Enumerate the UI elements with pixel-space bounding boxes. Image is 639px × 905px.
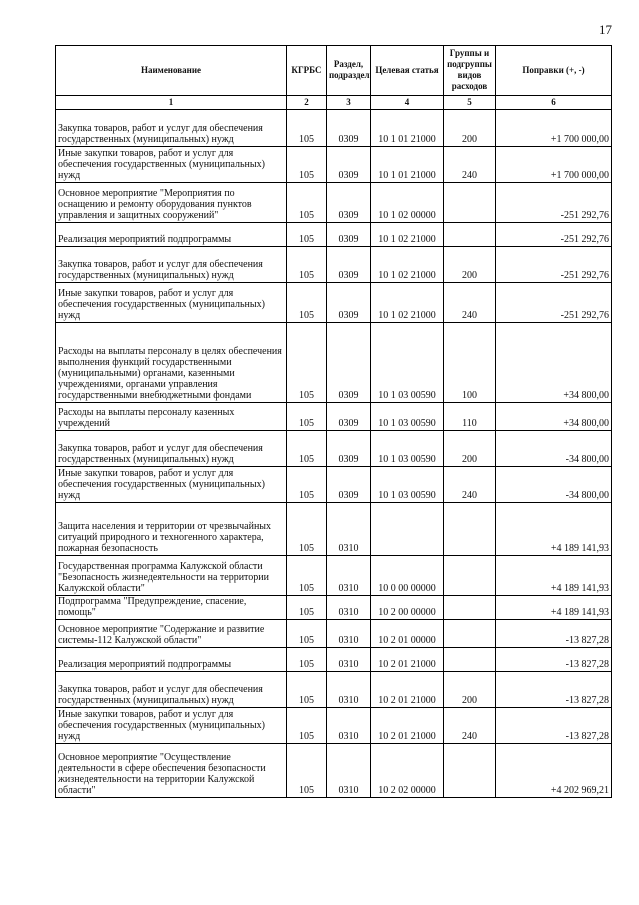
column-number: 1 — [56, 96, 287, 110]
row-section: 0310 — [327, 556, 371, 596]
table-row — [56, 247, 612, 283]
row-group — [444, 596, 496, 620]
table-row — [56, 323, 612, 403]
row-amount: -13 827,28 — [496, 620, 612, 648]
column-header-section: Раздел, подраздел — [327, 46, 371, 96]
row-group: 200 — [444, 672, 496, 708]
row-section: 0310 — [327, 620, 371, 648]
row-group: 240 — [444, 467, 496, 503]
row-section: 0309 — [327, 323, 371, 403]
row-kgrbs: 105 — [287, 556, 327, 596]
row-target: 10 1 03 00590 — [371, 403, 444, 431]
row-name: Иные закупки товаров, работ и услуг для обеспечения государственных (муниципальных) нужд — [56, 147, 287, 183]
row-name: Основное мероприятие "Осуществление деятельности в сфере обеспечения безопасности жизнедеятельности на территории Калужской области" — [56, 744, 287, 798]
column-number: 2 — [287, 96, 327, 110]
row-target: 10 1 02 21000 — [371, 223, 444, 247]
row-amount: -251 292,76 — [496, 223, 612, 247]
row-amount: -251 292,76 — [496, 183, 612, 223]
row-amount: -13 827,28 — [496, 648, 612, 672]
row-section: 0310 — [327, 648, 371, 672]
table-row — [56, 708, 612, 744]
row-target: 10 1 01 21000 — [371, 110, 444, 147]
table-row — [56, 183, 612, 223]
row-amount: -251 292,76 — [496, 283, 612, 323]
row-name: Закупка товаров, работ и услуг для обеспечения государственных (муниципальных) нужд — [56, 110, 287, 147]
budget-amendments-table — [55, 45, 612, 798]
row-kgrbs: 105 — [287, 323, 327, 403]
row-name: Подпрограмма "Предупреждение, спасение, помощь" — [56, 596, 287, 620]
row-section: 0310 — [327, 672, 371, 708]
row-target: 10 1 02 00000 — [371, 183, 444, 223]
row-name: Закупка товаров, работ и услуг для обеспечения государственных (муниципальных) нужд — [56, 431, 287, 467]
row-section: 0310 — [327, 744, 371, 798]
row-group: 200 — [444, 110, 496, 147]
row-name: Основное мероприятие "Содержание и развитие системы-112 Калужской области" — [56, 620, 287, 648]
row-group: 110 — [444, 403, 496, 431]
row-name: Иные закупки товаров, работ и услуг для обеспечения государственных (муниципальных) нужд — [56, 283, 287, 323]
row-group: 240 — [444, 147, 496, 183]
row-kgrbs: 105 — [287, 223, 327, 247]
row-target: 10 0 00 00000 — [371, 556, 444, 596]
row-target: 10 1 02 21000 — [371, 247, 444, 283]
row-target: 10 2 01 21000 — [371, 708, 444, 744]
row-target — [371, 503, 444, 556]
column-number-row — [56, 96, 612, 110]
row-section: 0309 — [327, 183, 371, 223]
row-name: Защита населения и территории от чрезвычайных ситуаций природного и техногенного характера, пожарная безопасность — [56, 503, 287, 556]
column-number: 6 — [496, 96, 612, 110]
row-section: 0309 — [327, 403, 371, 431]
row-kgrbs: 105 — [287, 672, 327, 708]
table-row — [56, 672, 612, 708]
row-kgrbs: 105 — [287, 431, 327, 467]
table-row — [56, 596, 612, 620]
table-row — [56, 223, 612, 247]
row-group — [444, 744, 496, 798]
column-number: 4 — [371, 96, 444, 110]
row-amount: +1 700 000,00 — [496, 147, 612, 183]
column-header-kgrbs: КГРБС — [287, 46, 327, 96]
row-amount: -34 800,00 — [496, 431, 612, 467]
row-target: 10 1 03 00590 — [371, 431, 444, 467]
row-section: 0309 — [327, 431, 371, 467]
row-name: Закупка товаров, работ и услуг для обеспечения государственных (муниципальных) нужд — [56, 672, 287, 708]
row-kgrbs: 105 — [287, 147, 327, 183]
row-group: 200 — [444, 431, 496, 467]
column-number: 5 — [444, 96, 496, 110]
row-group — [444, 620, 496, 648]
row-group: 240 — [444, 708, 496, 744]
row-kgrbs: 105 — [287, 708, 327, 744]
row-kgrbs: 105 — [287, 596, 327, 620]
row-target: 10 2 01 21000 — [371, 648, 444, 672]
row-target: 10 1 03 00590 — [371, 323, 444, 403]
row-amount: +4 202 969,21 — [496, 744, 612, 798]
row-group — [444, 556, 496, 596]
table-row — [56, 431, 612, 467]
row-amount: +1 700 000,00 — [496, 110, 612, 147]
row-kgrbs: 105 — [287, 283, 327, 323]
table-row — [56, 283, 612, 323]
column-header-groups: Группы и подгруппы видов расходов — [444, 46, 496, 96]
row-group: 100 — [444, 323, 496, 403]
row-kgrbs: 105 — [287, 648, 327, 672]
row-name: Иные закупки товаров, работ и услуг для обеспечения государственных (муниципальных) нужд — [56, 708, 287, 744]
row-name: Расходы на выплаты персоналу казенных учреждений — [56, 403, 287, 431]
row-target: 10 2 00 00000 — [371, 596, 444, 620]
row-section: 0309 — [327, 147, 371, 183]
row-group — [444, 183, 496, 223]
row-amount: +4 189 141,93 — [496, 503, 612, 556]
row-kgrbs: 105 — [287, 247, 327, 283]
table-row — [56, 556, 612, 596]
row-section: 0309 — [327, 247, 371, 283]
row-target: 10 2 01 21000 — [371, 672, 444, 708]
row-kgrbs: 105 — [287, 467, 327, 503]
row-amount: +34 800,00 — [496, 403, 612, 431]
row-section: 0309 — [327, 283, 371, 323]
row-name: Основное мероприятие "Мероприятия по оснащению и ремонту оборудования пунктов управления и защитных сооружений" — [56, 183, 287, 223]
row-amount: -34 800,00 — [496, 467, 612, 503]
row-section: 0309 — [327, 467, 371, 503]
row-kgrbs: 105 — [287, 110, 327, 147]
row-kgrbs: 105 — [287, 183, 327, 223]
row-name: Расходы на выплаты персоналу в целях обеспечения выполнения функций государственными (муниципальными) органами, казенными учреждениями, органами управления государственными внебюджетными фондами — [56, 323, 287, 403]
row-group — [444, 503, 496, 556]
row-amount: -251 292,76 — [496, 247, 612, 283]
row-kgrbs: 105 — [287, 620, 327, 648]
column-header-name: Наименование — [56, 46, 287, 96]
row-group — [444, 648, 496, 672]
row-target: 10 2 01 00000 — [371, 620, 444, 648]
column-header-amendments: Поправки (+, -) — [496, 46, 612, 96]
row-target: 10 1 01 21000 — [371, 147, 444, 183]
table-row — [56, 744, 612, 798]
row-group — [444, 223, 496, 247]
header-row — [56, 46, 612, 96]
table-row — [56, 147, 612, 183]
row-target: 10 1 03 00590 — [371, 467, 444, 503]
row-section: 0309 — [327, 110, 371, 147]
row-group: 240 — [444, 283, 496, 323]
row-amount: +4 189 141,93 — [496, 596, 612, 620]
row-section: 0310 — [327, 503, 371, 556]
row-target: 10 2 02 00000 — [371, 744, 444, 798]
row-kgrbs: 105 — [287, 403, 327, 431]
column-number: 3 — [327, 96, 371, 110]
table-row — [56, 648, 612, 672]
row-name: Закупка товаров, работ и услуг для обеспечения государственных (муниципальных) нужд — [56, 247, 287, 283]
row-name: Государственная программа Калужской области "Безопасность жизнедеятельности на территории Калужской области" — [56, 556, 287, 596]
row-amount: -13 827,28 — [496, 708, 612, 744]
row-kgrbs: 105 — [287, 503, 327, 556]
row-name: Реализация мероприятий подпрограммы — [56, 648, 287, 672]
row-name: Реализация мероприятий подпрограммы — [56, 223, 287, 247]
table-row — [56, 503, 612, 556]
row-amount: +4 189 141,93 — [496, 556, 612, 596]
table-row — [56, 620, 612, 648]
row-group: 200 — [444, 247, 496, 283]
table-row — [56, 467, 612, 503]
row-section: 0310 — [327, 596, 371, 620]
row-section: 0310 — [327, 708, 371, 744]
table-row — [56, 110, 612, 147]
row-target: 10 1 02 21000 — [371, 283, 444, 323]
row-name: Иные закупки товаров, работ и услуг для обеспечения государственных (муниципальных) нужд — [56, 467, 287, 503]
row-amount: +34 800,00 — [496, 323, 612, 403]
table-row — [56, 403, 612, 431]
row-amount: -13 827,28 — [496, 672, 612, 708]
column-header-target: Целевая статья — [371, 46, 444, 96]
row-section: 0309 — [327, 223, 371, 247]
row-kgrbs: 105 — [287, 744, 327, 798]
page-number: 17 — [599, 22, 612, 37]
